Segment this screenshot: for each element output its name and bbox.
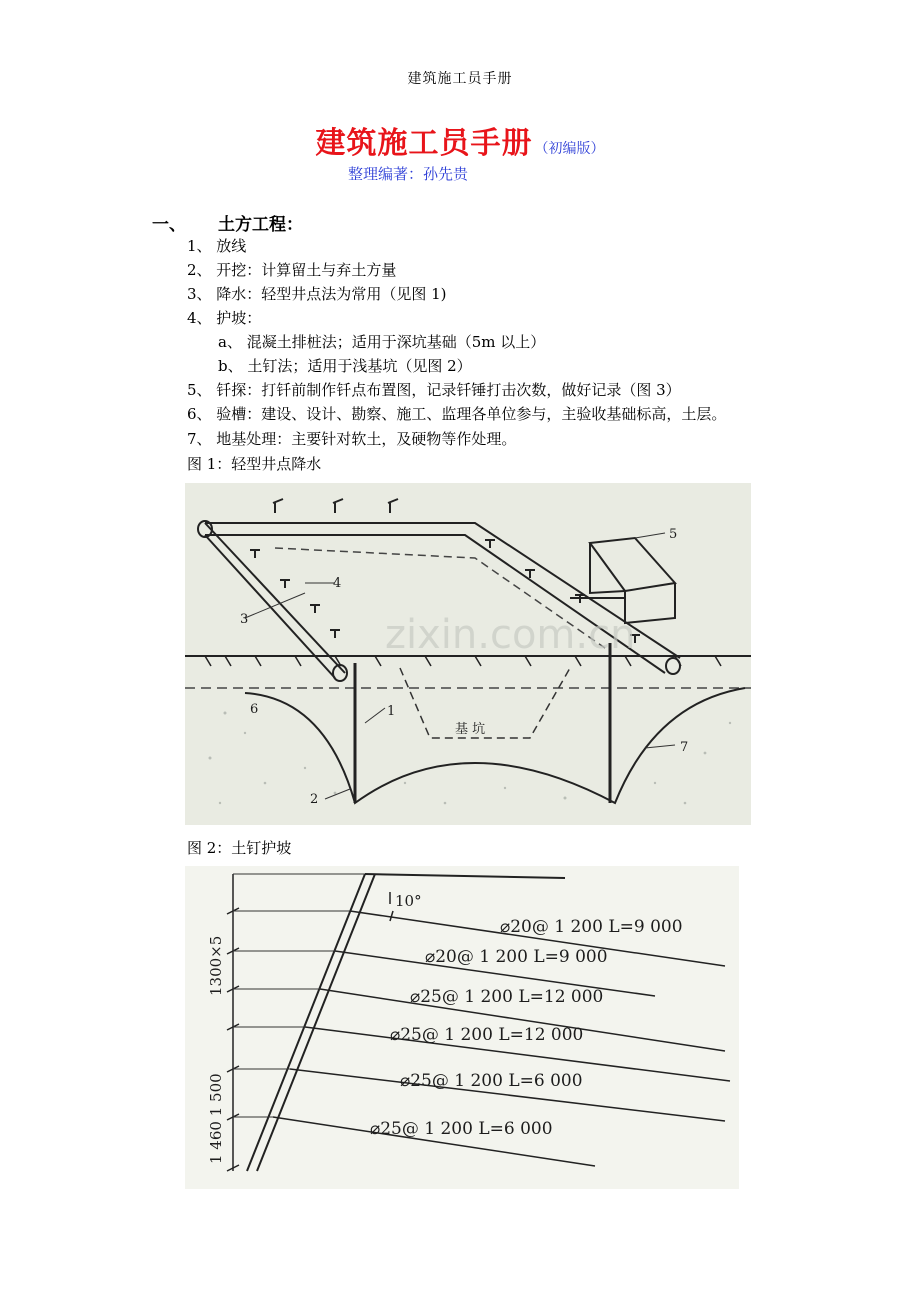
angle-label: 10°	[395, 892, 422, 910]
label-2: 2	[310, 792, 319, 807]
dim-lower: 1 460 1 500	[207, 1073, 225, 1164]
nail-label: ⌀25@ 1 200 L=12 000	[390, 1025, 584, 1045]
document-title: 建筑施工员手册	[315, 126, 533, 161]
author-line: 整理编著：孙先贵	[348, 165, 469, 183]
figure1-caption: 图 1：轻型井点降水	[187, 455, 322, 473]
nail-label: ⌀25@ 1 200 L=6 000	[400, 1071, 583, 1091]
nail-label: ⌀20@ 1 200 L=9 000	[425, 947, 608, 967]
list-item: 7、 地基处理：主要针对软土，及硬物等作处理。	[187, 430, 517, 448]
title-block	[0, 118, 920, 162]
list-item: a、 混凝土排桩法；适用于深坑基础（5m 以上）	[218, 333, 546, 351]
running-header: 建筑施工员手册	[407, 71, 513, 87]
section-heading	[152, 210, 303, 235]
section-number: 一、	[152, 215, 186, 235]
label-4: 4	[333, 576, 342, 591]
nail-label: ⌀25@ 1 200 L=6 000	[370, 1119, 553, 1139]
label-3: 3	[240, 612, 249, 627]
label-7: 7	[680, 740, 689, 755]
label-6: 6	[250, 702, 259, 717]
nail-label: ⌀20@ 1 200 L=9 000	[500, 917, 683, 937]
list-item: 1、 放线	[187, 237, 247, 255]
nail-label: ⌀25@ 1 200 L=12 000	[410, 987, 604, 1007]
label-5: 5	[669, 527, 678, 542]
watermark: zixin.com.cn	[385, 612, 636, 658]
figure1-wellpoint-diagram	[185, 483, 751, 825]
list-item: 6、 验槽：建设、设计、勘察、施工、监理各单位参与，主验收基础标高，土层。	[187, 405, 727, 423]
list-item: 3、 降水：轻型井点法为常用（见图 1)	[187, 285, 447, 303]
list-item: b、 土钉法；适用于浅基坑（见图 2）	[218, 357, 472, 375]
dim-upper: 1300×5	[207, 935, 225, 996]
pit-label: 基 坑	[455, 722, 486, 737]
figure2-caption: 图 2：土钉护坡	[187, 839, 292, 857]
label-1: 1	[387, 704, 396, 719]
soil-nail-drawing	[185, 866, 739, 1189]
section-title: 土方工程：	[218, 215, 303, 235]
list-item: 5、 钎探：打钎前制作钎点布置图，记录钎锤打击次数，做好记录（图 3）	[187, 381, 681, 399]
list-item: 4、 护坡：	[187, 309, 262, 327]
edition-note: （初编版）	[534, 141, 605, 157]
wellpoint-drawing	[185, 483, 751, 825]
list-item: 2、 开挖：计算留土与弃土方量	[187, 261, 397, 279]
figure2-soil-nail-diagram	[185, 866, 739, 1189]
